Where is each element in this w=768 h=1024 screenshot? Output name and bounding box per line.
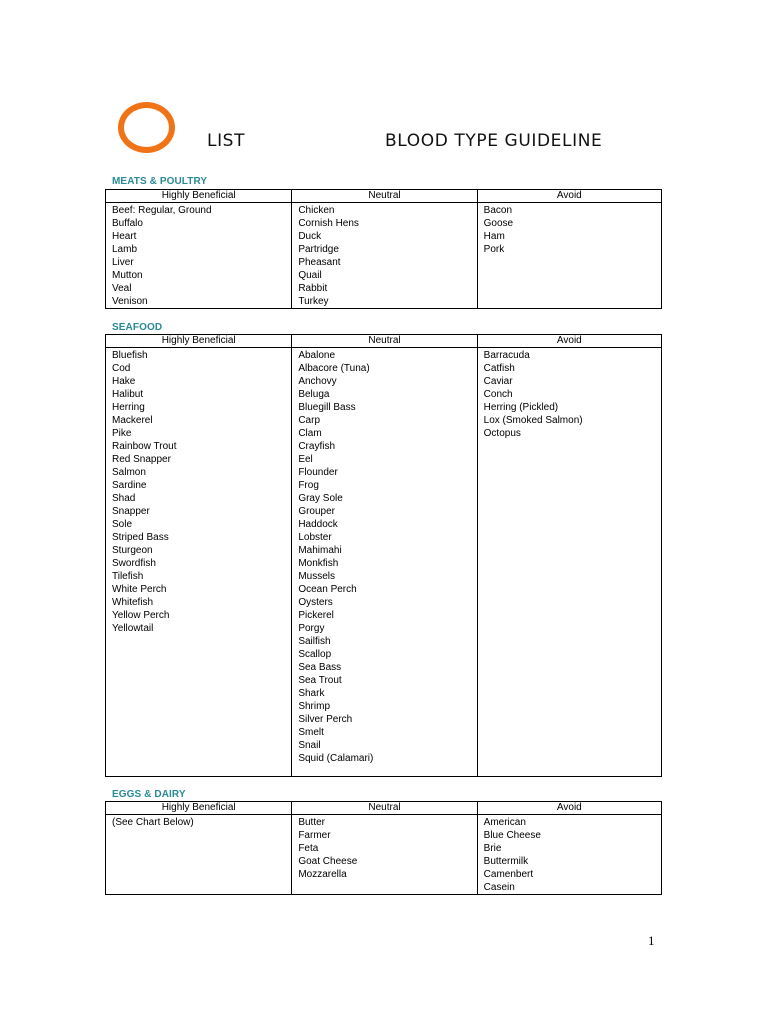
- list-item: Red Snapper: [112, 454, 171, 465]
- highly-beneficial-cell: [106, 203, 292, 309]
- list-item: Abalone: [298, 350, 336, 361]
- list-item: Heart: [112, 231, 137, 242]
- list-item: Pickerel: [298, 610, 334, 621]
- blood-type-o-logo-icon: [118, 102, 175, 153]
- list-item: Venison: [112, 296, 148, 307]
- list-item: Catfish: [483, 363, 515, 374]
- list-item: Shark: [298, 688, 325, 699]
- list-item: Bacon: [483, 205, 513, 216]
- list-item: Lox (Smoked Salmon): [483, 415, 583, 426]
- list-item: Liver: [112, 257, 134, 268]
- list-item: Casein: [483, 882, 515, 893]
- list-item: Goat Cheese: [298, 856, 358, 867]
- list-item: Pheasant: [298, 257, 341, 268]
- list-item: Beluga: [298, 389, 330, 400]
- list-item: Rabbit: [298, 283, 328, 294]
- list-item: Anchovy: [298, 376, 337, 387]
- list-item: Beef: Regular, Ground: [112, 205, 212, 216]
- avoid-cell: [477, 815, 661, 895]
- list-item: Sole: [112, 519, 133, 530]
- list-item: Smelt: [298, 727, 324, 738]
- list-item: Clam: [298, 428, 322, 439]
- list-item: Buttermilk: [483, 856, 529, 867]
- list-item: Flounder: [298, 467, 338, 478]
- list-item: Carp: [298, 415, 321, 426]
- table-header-row: [106, 335, 662, 348]
- list-item: Sea Trout: [298, 675, 342, 686]
- list-item: Rainbow Trout: [112, 441, 177, 452]
- page-number: 1: [648, 933, 655, 948]
- neutral-cell: [292, 815, 477, 895]
- list-item: Herring: [112, 402, 145, 413]
- list-item: Chicken: [298, 205, 335, 216]
- list-item: Mutton: [112, 270, 143, 281]
- list-item: Ham: [483, 231, 505, 242]
- column-header-avoid: Avoid: [477, 335, 661, 348]
- meats-poultry-table: [105, 189, 662, 309]
- list-item: Duck: [298, 231, 322, 242]
- list-item: Sailfish: [298, 636, 331, 647]
- list-item: White Perch: [112, 584, 167, 595]
- list-item: Butter: [298, 817, 326, 828]
- list-item: Mussels: [298, 571, 336, 582]
- list-item: Striped Bass: [112, 532, 169, 543]
- list-item: Tilefish: [112, 571, 144, 582]
- list-item: Oysters: [298, 597, 333, 608]
- column-header-highly-beneficial: Highly Beneficial: [106, 335, 292, 348]
- list-item: Lamb: [112, 244, 138, 255]
- list-item: Brie: [483, 843, 502, 854]
- list-item: Partridge: [298, 244, 339, 255]
- list-item: Octopus: [483, 428, 521, 439]
- list-item: Conch: [483, 389, 513, 400]
- list-item: Yellowtail: [112, 623, 154, 634]
- column-header-avoid: Avoid: [477, 190, 661, 203]
- list-item: Quail: [298, 270, 322, 281]
- list-item: Veal: [112, 283, 132, 294]
- avoid-cell: [477, 203, 661, 309]
- table-row: [106, 203, 662, 309]
- list-item: Mozzarella: [298, 869, 347, 880]
- list-item: Porgy: [298, 623, 325, 634]
- list-item: Swordfish: [112, 558, 156, 569]
- list-item: Silver Perch: [298, 714, 353, 725]
- column-header-neutral: Neutral: [292, 802, 477, 815]
- list-label: LIST: [207, 131, 246, 151]
- list-item: Blue Cheese: [483, 830, 541, 841]
- eggs-dairy-table: [105, 801, 662, 895]
- list-item: Halibut: [112, 389, 144, 400]
- list-item: Eel: [298, 454, 313, 465]
- list-item: Mackerel: [112, 415, 153, 426]
- list-item: Bluefish: [112, 350, 148, 361]
- table-row: [106, 348, 662, 777]
- avoid-cell: [477, 348, 661, 777]
- list-item: Whitefish: [112, 597, 154, 608]
- list-item: Caviar: [483, 376, 513, 387]
- list-item: Lobster: [298, 532, 332, 543]
- list-item: Farmer: [298, 830, 331, 841]
- list-item: Albacore (Tuna): [298, 363, 370, 374]
- list-item: Grouper: [298, 506, 336, 517]
- list-item: Shad: [112, 493, 136, 504]
- list-item: Salmon: [112, 467, 146, 478]
- list-item: Turkey: [298, 296, 329, 307]
- list-item: Pike: [112, 428, 132, 439]
- list-item: Mahimahi: [298, 545, 342, 556]
- list-item: Hake: [112, 376, 136, 387]
- column-header-neutral: Neutral: [292, 190, 477, 203]
- list-item: Squid (Calamari): [298, 753, 374, 764]
- highly-beneficial-cell: [106, 815, 292, 895]
- column-header-highly-beneficial: Highly Beneficial: [106, 190, 292, 203]
- list-item: Barracuda: [483, 350, 530, 361]
- list-item: Sea Bass: [298, 662, 342, 673]
- list-item: Monkfish: [298, 558, 339, 569]
- list-item: Feta: [298, 843, 319, 854]
- neutral-cell: [292, 203, 477, 309]
- section-title-eggs-dairy: EGGS & DAIRY: [112, 789, 186, 800]
- list-item: Bluegill Bass: [298, 402, 356, 413]
- page-title: BLOOD TYPE GUIDELINE: [385, 131, 603, 151]
- list-item: Buffalo: [112, 218, 143, 229]
- list-item: Shrimp: [298, 701, 331, 712]
- list-item: Yellow Perch: [112, 610, 170, 621]
- list-item: Snapper: [112, 506, 150, 517]
- section-title-meats-poultry: MEATS & POULTRY: [112, 176, 208, 187]
- list-item: Ocean Perch: [298, 584, 357, 595]
- list-item: Scallop: [298, 649, 332, 660]
- column-header-highly-beneficial: Highly Beneficial: [106, 802, 292, 815]
- list-item: Haddock: [298, 519, 338, 530]
- table-header-row: [106, 190, 662, 203]
- table-row: [106, 815, 662, 895]
- list-item: Gray Sole: [298, 493, 343, 504]
- highly-beneficial-cell: [106, 348, 292, 777]
- column-header-neutral: Neutral: [292, 335, 477, 348]
- list-item: Herring (Pickled): [483, 402, 559, 413]
- list-item: Sturgeon: [112, 545, 153, 556]
- list-item: Goose: [483, 218, 514, 229]
- list-item: Crayfish: [298, 441, 336, 452]
- list-item: Camenbert: [483, 869, 534, 880]
- section-title-seafood: SEAFOOD: [112, 322, 163, 333]
- column-header-avoid: Avoid: [477, 802, 661, 815]
- list-item: Cod: [112, 363, 131, 374]
- list-item: Pork: [483, 244, 505, 255]
- list-item: Sardine: [112, 480, 147, 491]
- list-item: Snail: [298, 740, 321, 751]
- neutral-cell: [292, 348, 477, 777]
- list-item: (See Chart Below): [112, 817, 194, 828]
- table-header-row: [106, 802, 662, 815]
- list-item: Frog: [298, 480, 319, 491]
- list-item: American: [483, 817, 526, 828]
- list-item: Cornish Hens: [298, 218, 359, 229]
- seafood-table: [105, 334, 662, 777]
